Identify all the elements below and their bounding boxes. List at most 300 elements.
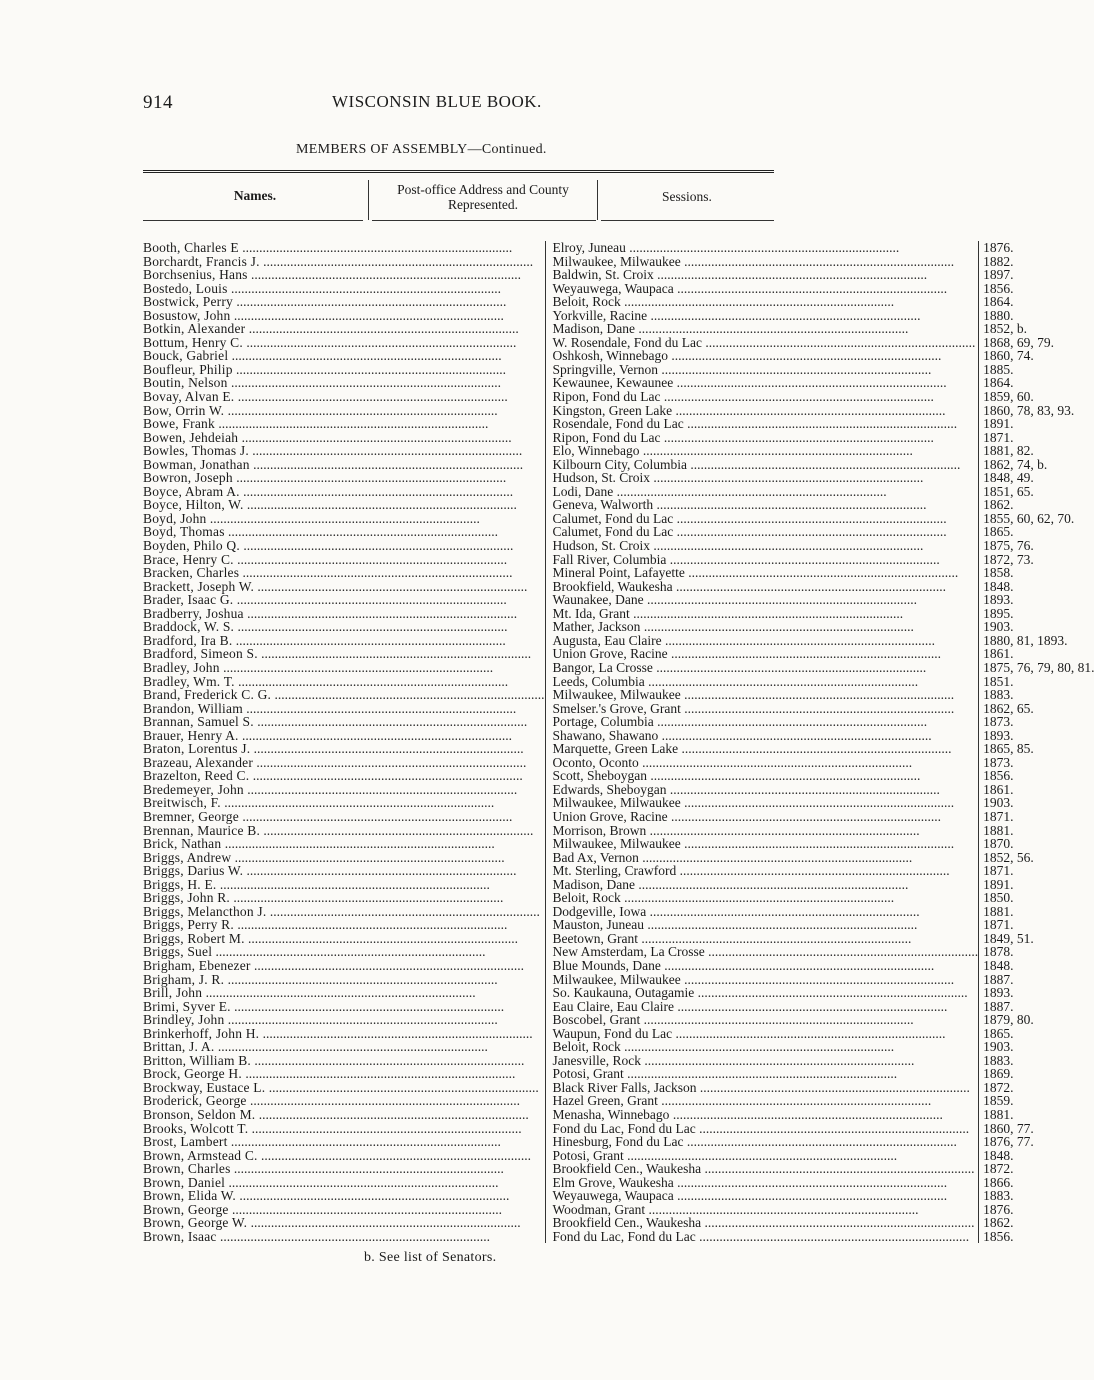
- leader-dots: ................................................................................: [666, 551, 940, 567]
- leader-dots: ................................................................................: [650, 538, 924, 554]
- leader-dots: ................................................................................: [640, 1052, 915, 1068]
- member-address-cell: [545, 1149, 979, 1163]
- table-row: [143, 1094, 1094, 1108]
- member-address: Waunakee, Dane: [552, 592, 644, 608]
- member-address: Beloit, Rock: [552, 1039, 621, 1055]
- member-address: Kingston, Green Lake: [552, 402, 673, 418]
- member-name: Bow, Orrin W.: [143, 402, 225, 418]
- leader-dots: ................................................................................: [228, 348, 502, 364]
- member-sessions: 1881.: [979, 1108, 1094, 1122]
- member-address-cell: [545, 769, 979, 783]
- leader-dots: ................................................................................: [241, 1066, 516, 1082]
- member-address-cell: [545, 1081, 979, 1095]
- member-name: Bremner, George: [143, 808, 239, 824]
- member-address: Eau Claire, Eau Claire: [552, 998, 674, 1014]
- leader-dots: ................................................................................: [257, 646, 532, 662]
- column-header-sessions: Sessions.: [662, 189, 712, 204]
- member-address-cell: [545, 566, 979, 580]
- header-rule-address: [372, 220, 596, 221]
- leader-dots: ................................................................................: [231, 849, 505, 865]
- leader-dots: ................................................................................: [224, 402, 498, 418]
- member-address: Portage, Columbia: [552, 714, 654, 730]
- member-address: Brookfield Cen., Waukesha: [552, 1161, 702, 1177]
- member-name-cell: [143, 824, 545, 838]
- member-name-cell: [143, 566, 545, 580]
- member-name-cell: [143, 390, 545, 404]
- leader-dots: ................................................................................: [637, 930, 912, 946]
- leader-dots: ................................................................................: [233, 551, 508, 567]
- member-sessions: 1856.: [979, 282, 1094, 296]
- member-name-cell: [143, 688, 545, 702]
- leader-dots: ................................................................................: [680, 700, 955, 716]
- leader-dots: ................................................................................: [645, 1201, 919, 1217]
- member-address-cell: [545, 1054, 979, 1068]
- leader-dots: ................................................................................: [672, 1025, 946, 1041]
- leader-dots: ................................................................................: [667, 646, 941, 662]
- member-name: Briggs, H. E.: [143, 876, 217, 892]
- leader-dots: ................................................................................: [227, 280, 501, 296]
- member-address-cell: [545, 1203, 979, 1217]
- leader-dots: ................................................................................: [667, 808, 941, 824]
- member-name-cell: [143, 1135, 545, 1149]
- leader-dots: ................................................................................: [266, 903, 540, 919]
- leader-dots: ................................................................................: [259, 253, 534, 269]
- leader-dots: ................................................................................: [230, 890, 504, 906]
- member-name: Boyd, John: [143, 510, 207, 526]
- member-sessions: 1868, 69, 79.: [979, 336, 1094, 350]
- member-address-cell: [545, 1230, 979, 1244]
- member-address-cell: [545, 458, 979, 472]
- table-row: [143, 1162, 1094, 1176]
- member-sessions: 1870.: [979, 837, 1094, 851]
- member-name: Bosustow, John: [143, 307, 231, 323]
- member-sessions: 1848.: [979, 959, 1094, 973]
- leader-dots: ................................................................................: [680, 836, 955, 852]
- member-sessions: 1848, 49.: [979, 471, 1094, 485]
- member-sessions: 1879, 80.: [979, 1013, 1094, 1027]
- member-name: Brandon, William: [143, 700, 243, 716]
- member-name: Brill, John: [143, 985, 203, 1001]
- member-name: Breitwisch, F.: [143, 795, 221, 811]
- member-name: Brown, Elida W.: [143, 1188, 236, 1204]
- member-address-cell: [545, 1027, 979, 1041]
- leader-dots: ................................................................................: [680, 971, 955, 987]
- member-address: Mineral Point, Lafayette: [552, 565, 685, 581]
- member-address: Union Grove, Racine: [552, 808, 668, 824]
- member-address-cell: [545, 1094, 979, 1108]
- member-address: Kilbourn City, Columbia: [552, 456, 687, 472]
- member-address-cell: [545, 1067, 979, 1081]
- member-address: Beetown, Grant: [552, 930, 638, 946]
- table-row: [143, 404, 1094, 418]
- member-address: Mt. Sterling, Crawford: [552, 863, 677, 879]
- member-name-cell: [143, 593, 545, 607]
- member-name-cell: [143, 661, 545, 675]
- member-address: Potosi, Grant: [552, 1066, 624, 1082]
- member-name: Brauer, Henry A.: [143, 727, 239, 743]
- member-sessions: 1858.: [979, 566, 1094, 580]
- member-address: Ripon, Fond du Lac: [552, 389, 661, 405]
- member-address-cell: [545, 891, 979, 905]
- leader-dots: ................................................................................: [634, 876, 909, 892]
- member-name-cell: [143, 1203, 545, 1217]
- table-row: [143, 878, 1094, 892]
- member-address: Fond du Lac, Fond du Lac: [552, 1120, 696, 1136]
- member-address: Elroy, Juneau: [552, 240, 626, 255]
- member-address: Calumet, Fond du Lac: [552, 510, 674, 526]
- member-address: Menasha, Winnebago: [552, 1107, 670, 1122]
- member-address-cell: [545, 905, 979, 919]
- leader-dots: ................................................................................: [620, 294, 895, 310]
- member-name-cell: [143, 864, 545, 878]
- table-row: [143, 945, 1094, 959]
- member-address-cell: [545, 525, 979, 539]
- book-title: WISCONSIN BLUE BOOK.: [332, 92, 542, 111]
- member-address-cell: [545, 932, 979, 946]
- member-name-cell: [143, 837, 545, 851]
- member-sessions: 1852, 56.: [979, 851, 1094, 865]
- leader-dots: ................................................................................: [259, 1025, 533, 1041]
- header-divider-left: [368, 180, 369, 220]
- leader-dots: ................................................................................: [646, 822, 920, 838]
- member-address: Milwaukee, Milwaukee: [552, 795, 681, 811]
- member-sessions: 1882.: [979, 255, 1094, 269]
- leader-dots: ................................................................................: [249, 456, 524, 472]
- header-rule-sessions: [601, 220, 774, 221]
- member-name-cell: [143, 986, 545, 1000]
- member-address-cell: [545, 810, 979, 824]
- leader-dots: ................................................................................: [673, 998, 948, 1014]
- leader-dots: ................................................................................: [661, 632, 935, 648]
- member-address-cell: [545, 756, 979, 770]
- member-sessions: 1885.: [979, 363, 1094, 377]
- member-name: Broderick, George: [143, 1093, 247, 1109]
- member-name-cell: [143, 241, 545, 255]
- table-row: [143, 1176, 1094, 1190]
- member-name: Booth, Charles E: [143, 240, 239, 255]
- member-name-cell: [143, 417, 545, 431]
- member-name-cell: [143, 553, 545, 567]
- member-address-cell: [545, 824, 979, 838]
- member-address: Elo, Winnebago: [552, 443, 640, 459]
- member-address-cell: [545, 675, 979, 689]
- member-address: Fall River, Columbia: [552, 551, 667, 567]
- leader-dots: ................................................................................: [683, 1134, 957, 1150]
- member-name-cell: [143, 1000, 545, 1014]
- member-name: Brinkerhoff, John H.: [143, 1025, 260, 1041]
- leader-dots: ................................................................................: [243, 605, 518, 621]
- member-address-cell: [545, 404, 979, 418]
- member-address: Oconto, Oconto: [552, 754, 639, 770]
- member-address: Lodi, Dane: [552, 483, 614, 499]
- member-name: Boyd, Thomas: [143, 524, 225, 540]
- leader-dots: ................................................................................: [247, 1215, 521, 1231]
- member-name: Bostwick, Perry: [143, 294, 233, 310]
- table-row: [143, 417, 1094, 431]
- member-name-cell: [143, 918, 545, 932]
- leader-dots: ................................................................................: [239, 538, 514, 554]
- leader-dots: ................................................................................: [673, 524, 947, 540]
- member-name-cell: [143, 729, 545, 743]
- leader-dots: ................................................................................: [644, 917, 918, 933]
- member-address-cell: [545, 715, 979, 729]
- member-address: Hinesburg, Fond du Lac: [552, 1134, 684, 1150]
- table-row: [143, 986, 1094, 1000]
- footnote: b. See list of Senators.: [364, 1250, 497, 1265]
- member-address: Edwards, Sheboygan: [552, 781, 667, 797]
- table-row: [143, 918, 1094, 932]
- member-name: Brackett, Joseph W.: [143, 578, 255, 594]
- member-name: Bottum, Henry C.: [143, 334, 243, 350]
- member-address-cell: [545, 742, 979, 756]
- member-address: Brookfield Cen., Waukesha: [552, 1215, 702, 1231]
- member-name-cell: [143, 1094, 545, 1108]
- member-name-cell: [143, 322, 545, 336]
- member-name-cell: [143, 796, 545, 810]
- member-address-cell: [545, 918, 979, 932]
- leader-dots: ................................................................................: [254, 578, 528, 594]
- leader-dots: ................................................................................: [640, 1012, 914, 1028]
- member-sessions: 1897.: [979, 268, 1094, 282]
- leader-dots: ................................................................................: [230, 307, 504, 323]
- table-row: [143, 647, 1094, 661]
- table-row: [143, 1081, 1094, 1095]
- table-row: [143, 1230, 1094, 1244]
- member-address-cell: [545, 295, 979, 309]
- member-address-cell: [545, 1135, 979, 1149]
- leader-dots: ................................................................................: [620, 890, 895, 906]
- leader-dots: ................................................................................: [653, 267, 928, 283]
- leader-dots: ................................................................................: [646, 903, 920, 919]
- table-row: [143, 498, 1094, 512]
- member-address-cell: [545, 973, 979, 987]
- member-address: Calumet, Fond du Lac: [552, 524, 674, 540]
- leader-dots: ................................................................................: [224, 1012, 498, 1028]
- leader-dots: ................................................................................: [216, 876, 490, 892]
- member-address-cell: [545, 512, 979, 526]
- leader-dots: ................................................................................: [221, 836, 495, 852]
- leader-dots: ................................................................................: [650, 470, 924, 486]
- leader-dots: ................................................................................: [242, 700, 517, 716]
- table-row: [143, 688, 1094, 702]
- leader-dots: ................................................................................: [638, 849, 913, 865]
- member-name-cell: [143, 1162, 545, 1176]
- member-name-cell: [143, 1027, 545, 1041]
- member-address-cell: [545, 268, 979, 282]
- leader-dots: ................................................................................: [660, 429, 934, 445]
- leader-dots: ................................................................................: [238, 727, 513, 743]
- table-row: [143, 349, 1094, 363]
- leader-dots: ................................................................................: [620, 1039, 895, 1055]
- member-address: Weyauwega, Waupaca: [552, 280, 674, 296]
- member-name: Bovay, Alvan E.: [143, 389, 235, 405]
- leader-dots: ................................................................................: [228, 1201, 502, 1217]
- leader-dots: ................................................................................: [629, 605, 904, 621]
- member-sessions: 1875, 76, 79, 80, 81.: [979, 661, 1094, 675]
- leader-dots: ................................................................................: [243, 781, 518, 797]
- member-name: Borchardt, Francis J.: [143, 253, 260, 269]
- table-row: [143, 1027, 1094, 1041]
- member-name-cell: [143, 742, 545, 756]
- table-row: [143, 1122, 1094, 1136]
- member-sessions: 1859.: [979, 1094, 1094, 1108]
- member-name: Braton, Lorentus J.: [143, 741, 251, 757]
- header-double-rule: [143, 170, 774, 173]
- table-row: [143, 715, 1094, 729]
- member-sessions: 1862.: [979, 498, 1094, 512]
- member-name-cell: [143, 458, 545, 472]
- member-sessions: 1876, 77.: [979, 1135, 1094, 1149]
- member-name-cell: [143, 1149, 545, 1163]
- member-name-cell: [143, 932, 545, 946]
- leader-dots: ................................................................................: [673, 1174, 948, 1190]
- leader-dots: ................................................................................: [216, 1228, 490, 1244]
- member-address: Baldwin, St. Croix: [552, 267, 654, 283]
- leader-dots: ................................................................................: [669, 1107, 943, 1122]
- member-name: Briggs, Perry R.: [143, 917, 234, 933]
- member-name: Briggs, Robert M.: [143, 930, 245, 946]
- table-row: [143, 336, 1094, 350]
- leader-dots: ................................................................................: [673, 375, 947, 391]
- member-address-cell: [545, 431, 979, 445]
- member-address-cell: [545, 309, 979, 323]
- member-name: Britton, William B.: [143, 1052, 252, 1068]
- table-row: [143, 580, 1094, 594]
- member-address-cell: [545, 837, 979, 851]
- leader-dots: ................................................................................: [234, 673, 509, 689]
- table-row: [143, 810, 1094, 824]
- member-name: Brock, George H.: [143, 1066, 242, 1082]
- table-row: [143, 607, 1094, 621]
- member-address-cell: [545, 349, 979, 363]
- member-sessions: 1873.: [979, 756, 1094, 770]
- leader-dots: ................................................................................: [220, 795, 495, 811]
- table-row: [143, 756, 1094, 770]
- member-sessions: 1880.: [979, 309, 1094, 323]
- member-name: Brigham, Ebenezer: [143, 957, 251, 973]
- member-address: Madison, Dane: [552, 321, 635, 337]
- member-address-cell: [545, 783, 979, 797]
- member-name: Brost, Lambert: [143, 1134, 228, 1150]
- member-name-cell: [143, 431, 545, 445]
- member-address-cell: [545, 634, 979, 648]
- member-name: Bradley, John: [143, 659, 220, 675]
- table-row: [143, 1149, 1094, 1163]
- table-row: [143, 255, 1094, 269]
- table-row: [143, 824, 1094, 838]
- leader-dots: ................................................................................: [695, 1120, 970, 1136]
- member-address-cell: [545, 471, 979, 485]
- member-address: Janesville, Rock: [552, 1052, 641, 1068]
- member-address: Mt. Ida, Grant: [552, 605, 630, 621]
- member-address-cell: [545, 1162, 979, 1176]
- member-name: Boyce, Abram A.: [143, 483, 240, 499]
- member-name-cell: [143, 255, 545, 269]
- leader-dots: ................................................................................: [643, 592, 917, 608]
- member-sessions: 1861.: [979, 647, 1094, 661]
- member-sessions: 1903.: [979, 796, 1094, 810]
- leader-dots: ................................................................................: [225, 1174, 499, 1190]
- member-name-cell: [143, 878, 545, 892]
- member-name: Brown, Armstead C.: [143, 1147, 258, 1163]
- member-name-cell: [143, 1189, 545, 1203]
- member-address: Hudson, St. Croix: [552, 538, 651, 554]
- member-name-cell: [143, 282, 545, 296]
- member-sessions: 1872.: [979, 1162, 1094, 1176]
- member-name: Brader, Isaac G.: [143, 592, 234, 608]
- member-address-cell: [545, 1000, 979, 1014]
- member-name-cell: [143, 973, 545, 987]
- leader-dots: ................................................................................: [623, 1147, 898, 1163]
- member-name: Briggs, Suel: [143, 944, 213, 960]
- leader-dots: ................................................................................: [694, 985, 968, 1001]
- member-name-cell: [143, 702, 545, 716]
- member-sessions: 1848.: [979, 1149, 1094, 1163]
- leader-dots: ................................................................................: [680, 253, 955, 269]
- table-row: [143, 729, 1094, 743]
- leader-dots: ................................................................................: [249, 768, 523, 784]
- member-name: Boutin, Nelson: [143, 375, 228, 391]
- leader-dots: ................................................................................: [251, 1052, 525, 1068]
- member-address: Woodman, Grant: [552, 1201, 646, 1217]
- table-row: [143, 566, 1094, 580]
- member-name-cell: [143, 1122, 545, 1136]
- member-name-cell: [143, 580, 545, 594]
- table-row: [143, 1203, 1094, 1217]
- member-sessions: 1876.: [979, 241, 1094, 255]
- members-table: [143, 241, 1094, 1243]
- member-address-cell: [545, 255, 979, 269]
- leader-dots: ................................................................................: [680, 687, 955, 703]
- table-row: [143, 620, 1094, 634]
- member-address: Beloit, Rock: [552, 294, 621, 310]
- member-address: Marquette, Green Lake: [552, 741, 679, 757]
- member-sessions: 1864.: [979, 376, 1094, 390]
- member-name-cell: [143, 539, 545, 553]
- member-name: Boyce, Hilton, W.: [143, 497, 244, 513]
- leader-dots: ................................................................................: [704, 944, 979, 960]
- member-sessions: 1856.: [979, 769, 1094, 783]
- leader-dots: ................................................................................: [257, 1147, 531, 1163]
- member-name-cell: [143, 1081, 545, 1095]
- member-sessions: 1887.: [979, 1000, 1094, 1014]
- member-name-cell: [143, 810, 545, 824]
- member-address: Hazel Green, Grant: [552, 1093, 658, 1109]
- leader-dots: ................................................................................: [647, 307, 921, 323]
- member-name: Brimi, Syver E.: [143, 998, 231, 1014]
- member-sessions: 1871.: [979, 864, 1094, 878]
- leader-dots: ................................................................................: [242, 334, 517, 350]
- leader-dots: ................................................................................: [271, 687, 545, 703]
- member-address-cell: [545, 593, 979, 607]
- member-name: Briggs, Melancthon J.: [143, 903, 267, 919]
- table-row: [143, 1040, 1094, 1054]
- leader-dots: ................................................................................: [634, 321, 909, 337]
- leader-dots: ................................................................................: [239, 483, 514, 499]
- member-name: Braddock, W. S.: [143, 619, 235, 635]
- member-address-cell: [545, 1189, 979, 1203]
- leader-dots: ................................................................................: [247, 267, 522, 283]
- leader-dots: ................................................................................: [233, 917, 508, 933]
- member-address-cell: [545, 485, 979, 499]
- member-address: Fond du Lac, Fond du Lac: [552, 1228, 696, 1244]
- leader-dots: ................................................................................: [243, 863, 517, 879]
- member-sessions: 1883.: [979, 1189, 1094, 1203]
- leader-dots: ................................................................................: [214, 416, 489, 432]
- member-name: Bouck, Gabriel: [143, 348, 229, 364]
- member-name: Boufleur, Philip: [143, 361, 233, 377]
- member-name-cell: [143, 1230, 545, 1244]
